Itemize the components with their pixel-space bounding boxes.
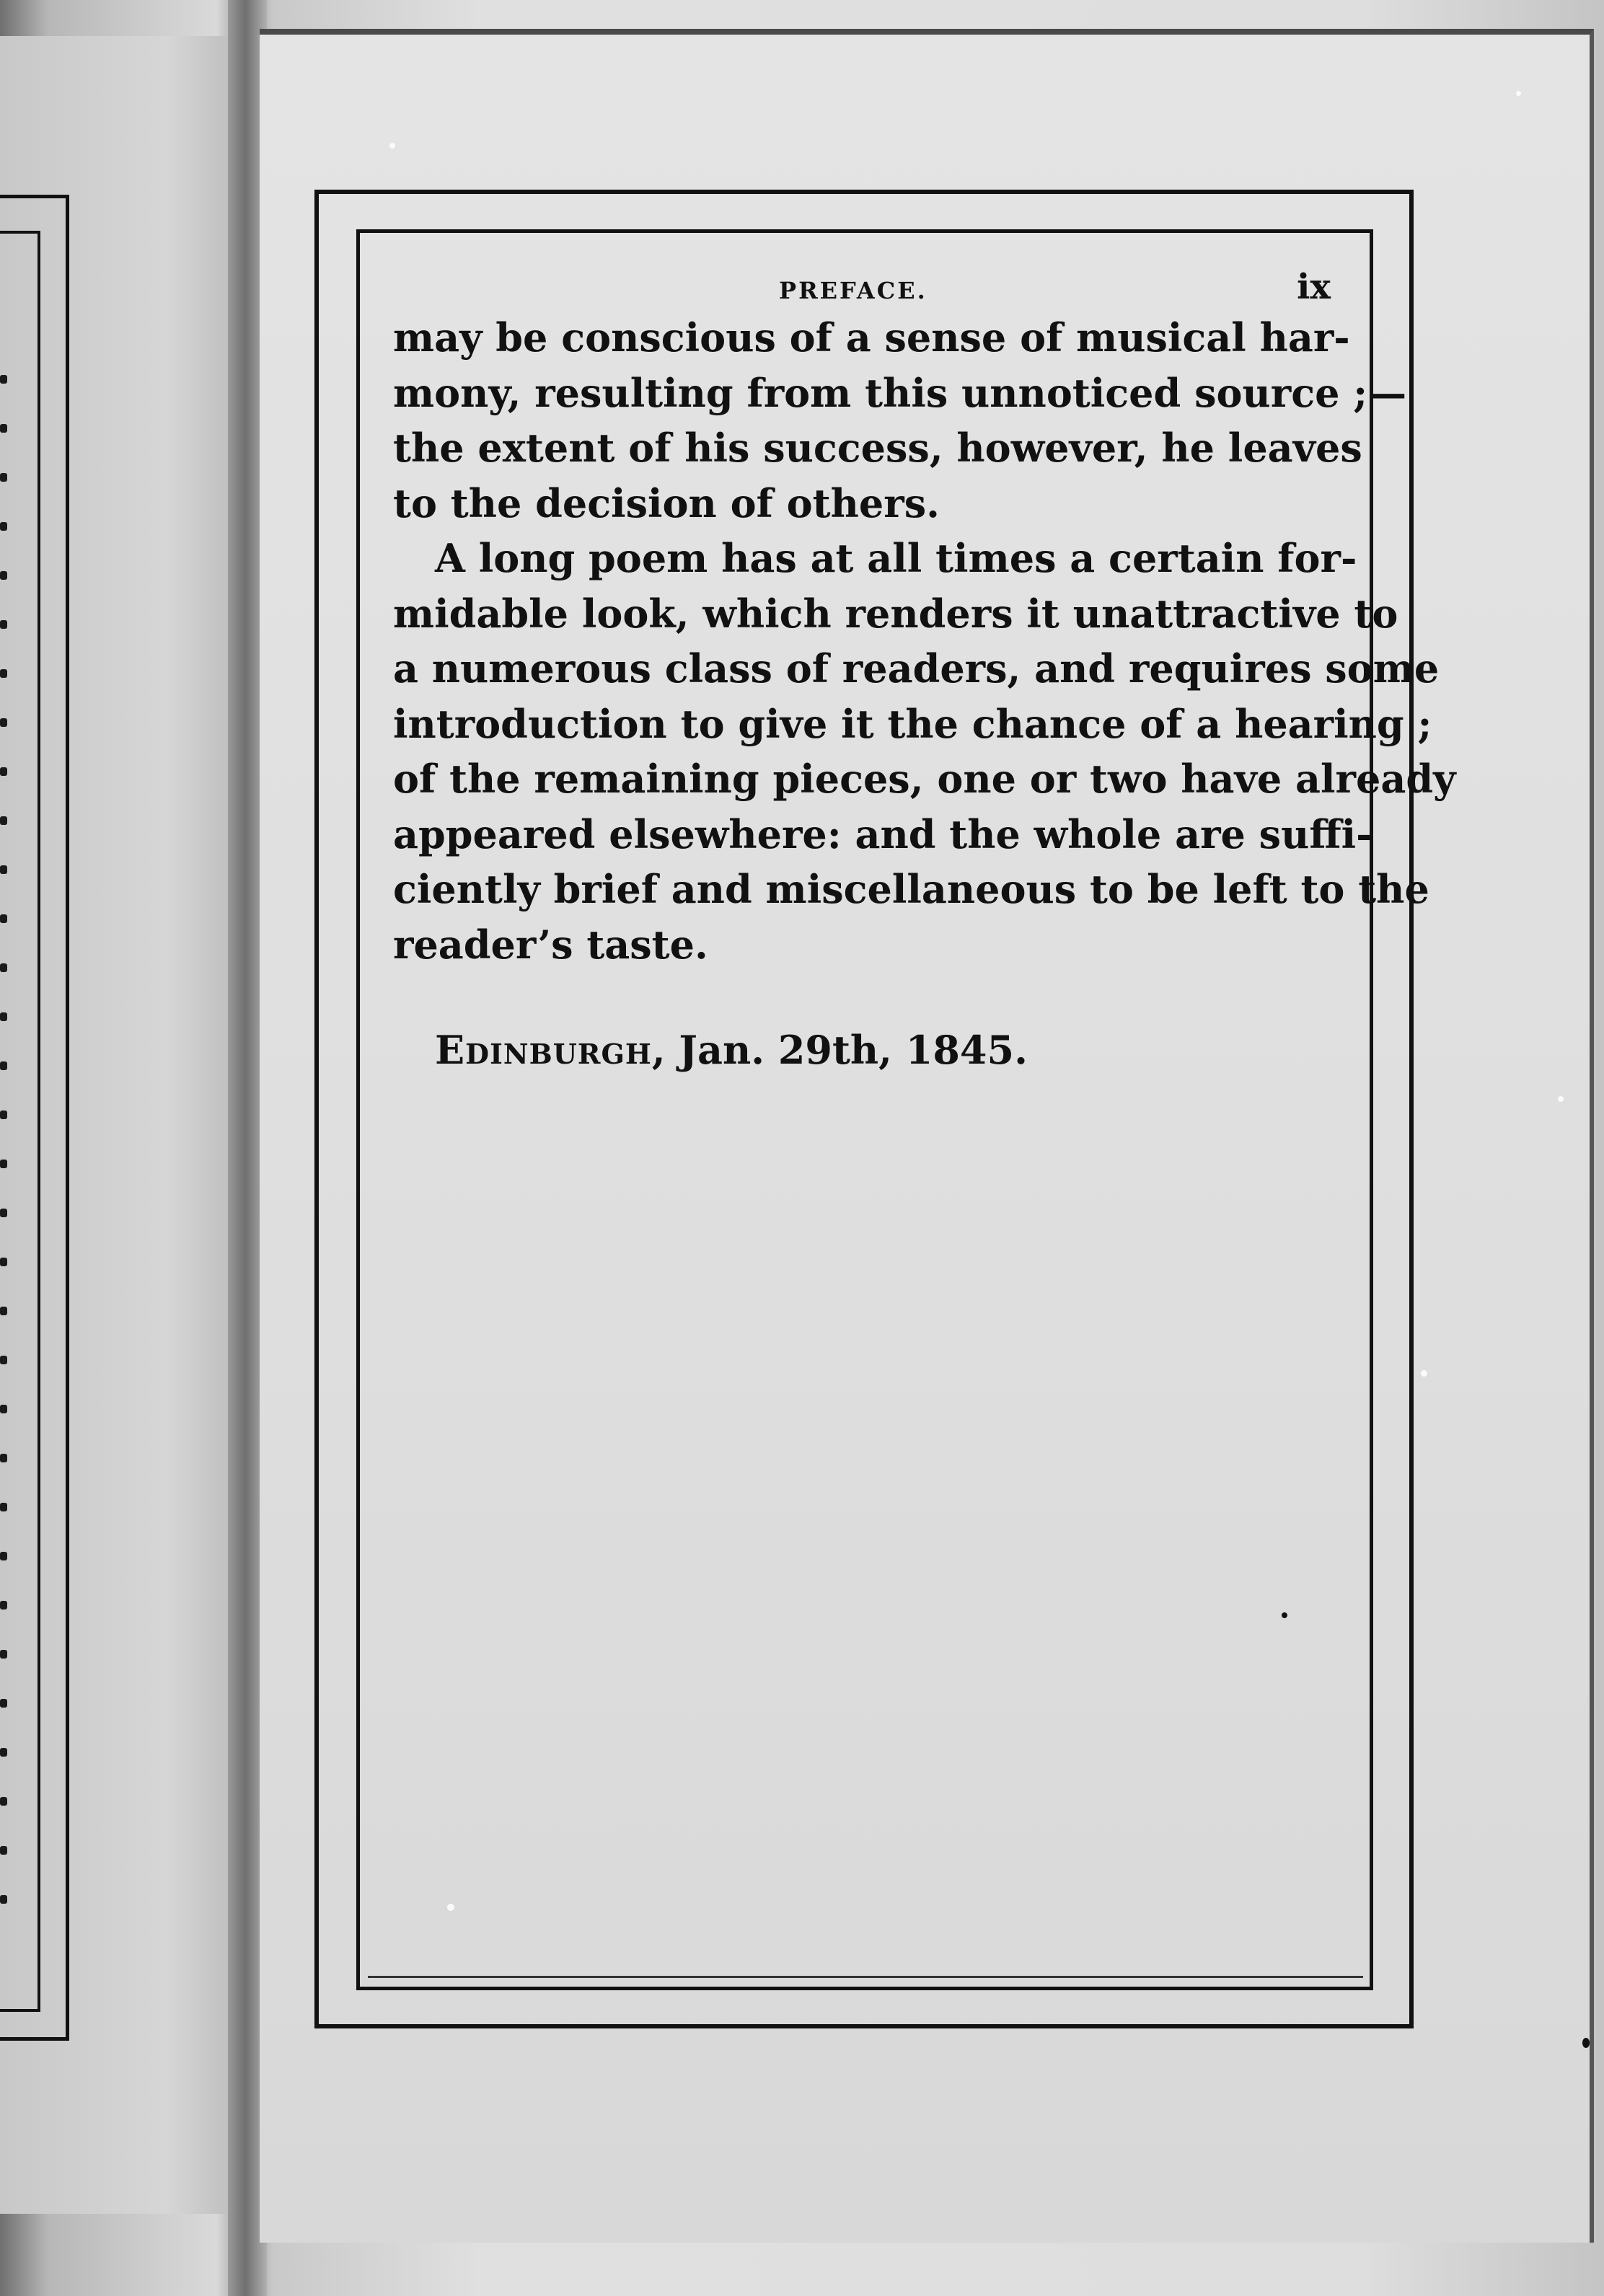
page-header-title: PREFACE. [779,277,927,304]
preface-text-block [393,267,1456,1077]
left-page-cropped-text-edge [0,375,14,1961]
scan-speck [1421,1370,1427,1377]
preface-paragraph-2 [393,531,1456,972]
running-head [393,267,1331,310]
text-line: may be conscious of a sense of musical har- [393,314,1350,361]
scan-speck [1558,1096,1564,1102]
text-line: ciently brief and miscellaneous to be left to the [393,866,1429,912]
left-page [0,36,238,2214]
text-line: midable look, which renders it unattractive to [393,590,1398,637]
text-line: a numerous class of readers, and requires some [393,645,1440,692]
ink-speck [1282,1612,1287,1618]
signature-place: Edinburgh [435,1027,652,1073]
scan-speck [389,143,395,149]
text-line: appeared elsewhere: and the whole are suffi- [393,811,1372,857]
text-line: A long poem has at all times a certain for- [435,535,1357,581]
preface-signature [393,1023,1331,1077]
preface-paragraph-1 [393,310,1407,531]
text-line: introduction to give it the chance of a hearing ; [393,700,1432,747]
scan-speck [1516,91,1521,96]
text-line: of the remaining pieces, one or two have already [393,756,1456,802]
ink-speck [1582,2038,1590,2048]
page-number: ix [1297,267,1331,307]
text-line: mony, resulting from this unnoticed source ;— [393,369,1407,416]
text-line: the extent of his success, however, he leaves [393,425,1362,471]
signature-date: , Jan. 29th, 1845. [651,1027,1028,1073]
scan-speck [447,1904,454,1911]
text-line: reader’s taste. [393,921,708,968]
text-line: to the decision of others. [393,480,940,526]
bottom-rule [368,1976,1363,1978]
